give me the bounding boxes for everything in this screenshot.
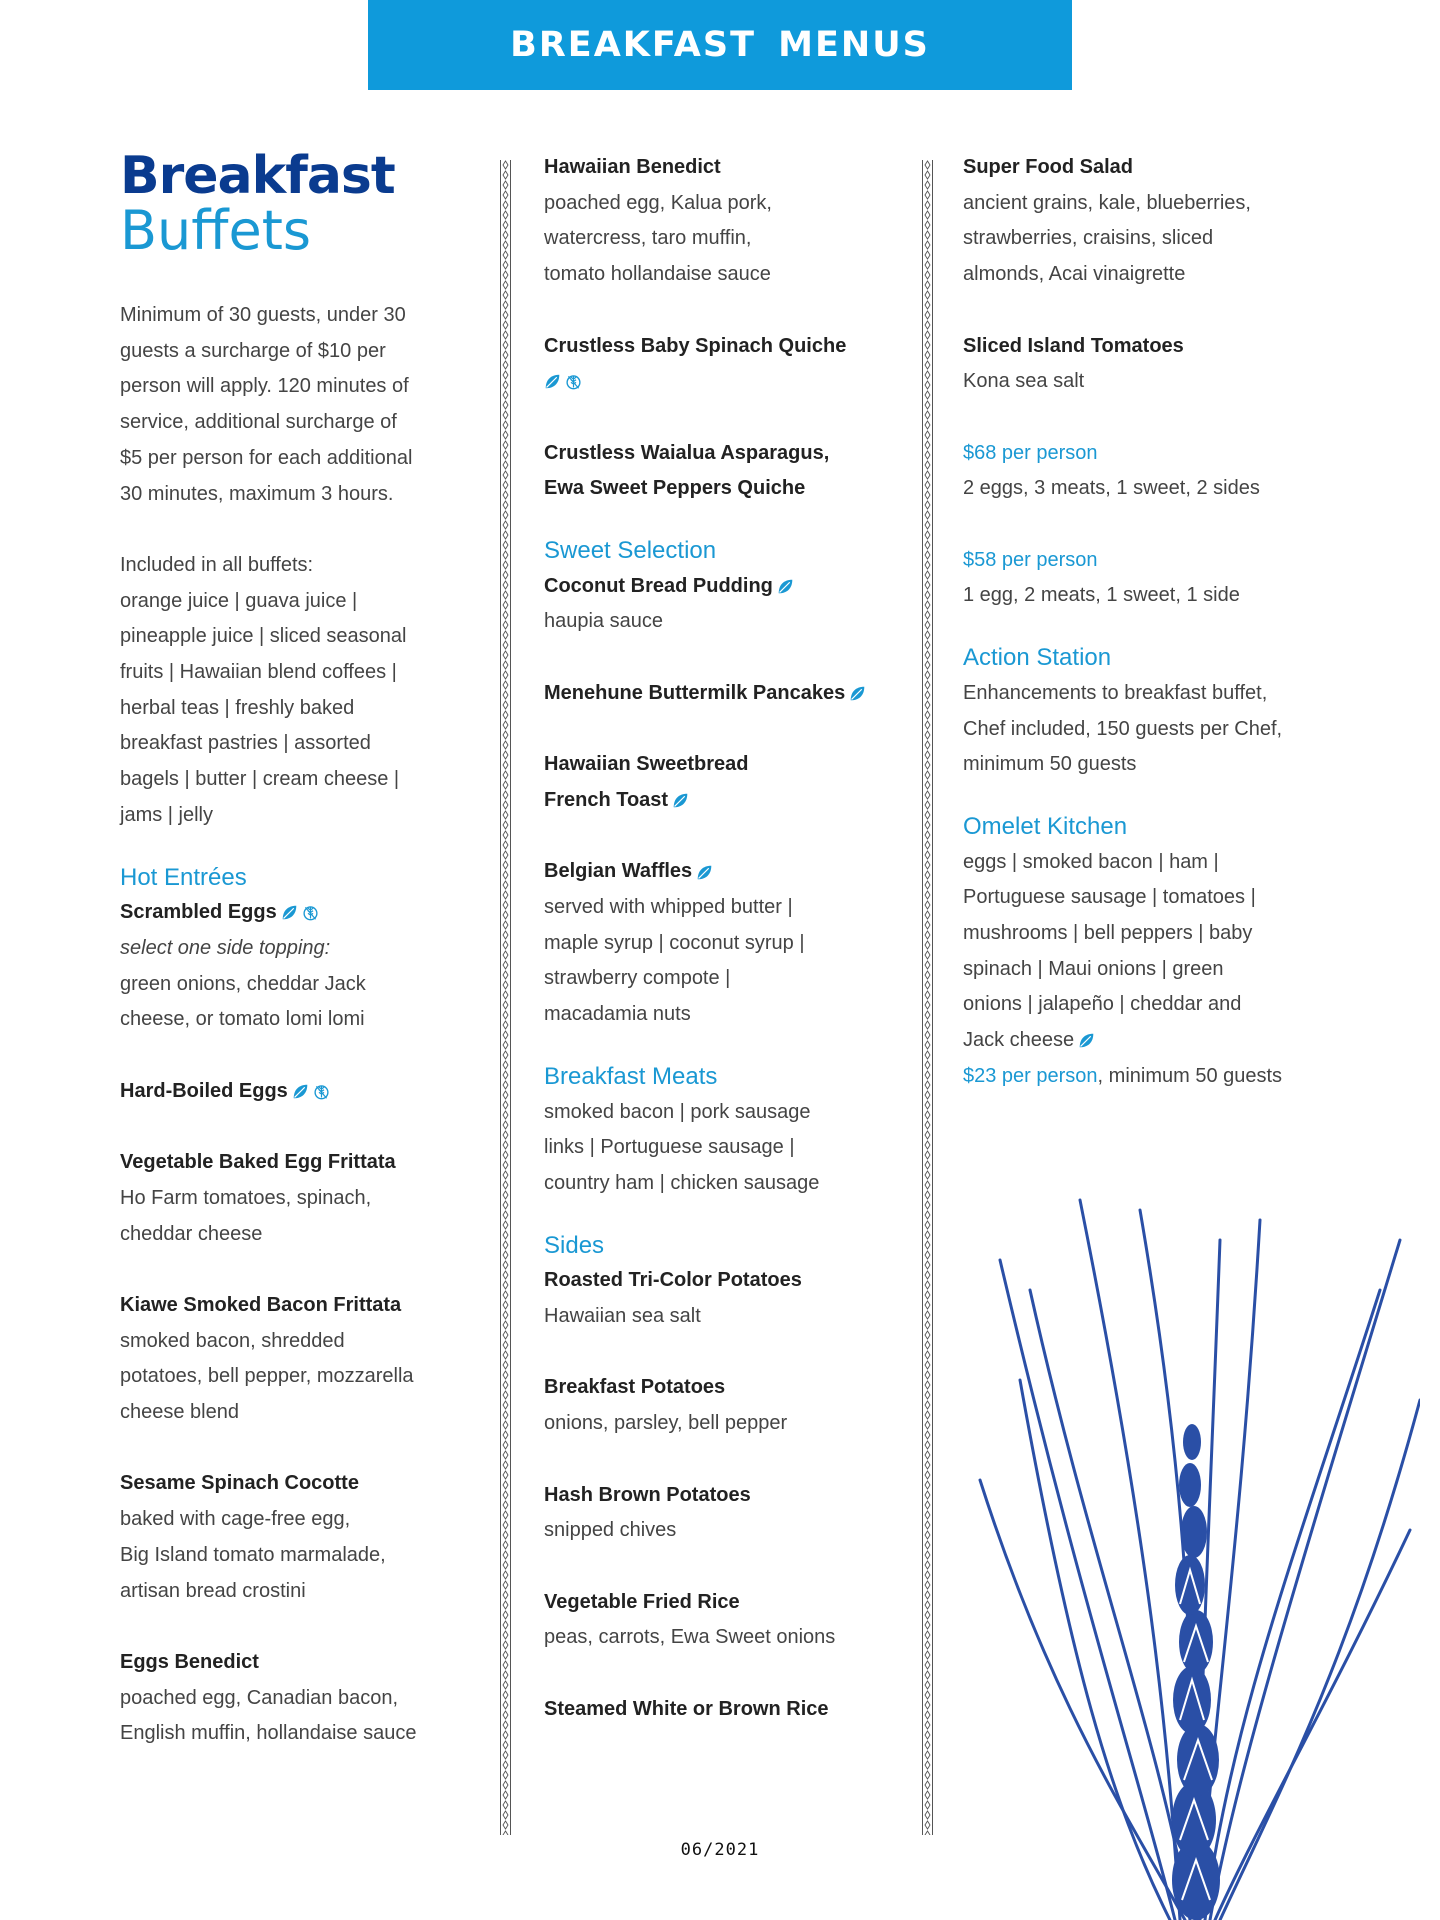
section-heading-hot-entrees: Hot Entrées <box>120 863 247 891</box>
item-desc: Big Island tomato marmalade, <box>120 1543 386 1566</box>
item-desc: strawberries, craisins, sliced <box>963 227 1214 250</box>
column-middle <box>544 150 904 1727</box>
item-name: Super Food Salad <box>963 156 1134 178</box>
menu-item-hawaiian-benedict <box>544 150 904 293</box>
item-desc: poached egg, Canadian bacon, <box>120 1686 399 1709</box>
item-name: Coconut Bread Pudding <box>544 574 773 597</box>
item-desc: Ho Farm tomatoes, spinach, <box>120 1186 372 1209</box>
item-desc: eggs | smoked bacon | ham | <box>963 850 1219 873</box>
intro-line: person will apply. 120 minutes of <box>120 375 409 398</box>
menu-item-steamed-rice <box>544 1692 904 1728</box>
gluten-free-wheat-icon <box>302 904 319 921</box>
header-banner <box>368 0 1072 90</box>
menu-item-breakfast-potatoes <box>544 1370 904 1441</box>
item-desc: cheese blend <box>120 1401 239 1424</box>
item-desc: macadamia nuts <box>544 1003 691 1026</box>
title-line-1: Breakfast <box>120 146 395 206</box>
item-name: Sliced Island Tomatoes <box>963 334 1184 357</box>
included-line: fruits | Hawaiian blend coffees | <box>120 661 397 684</box>
menu-item-island-tomatoes <box>963 329 1353 400</box>
item-name: Menehune Buttermilk Pancakes <box>544 681 846 704</box>
item-desc: watercress, taro muffin, <box>544 227 752 250</box>
gluten-free-wheat-icon <box>565 373 582 390</box>
item-desc: spinach | Maui onions | green <box>963 957 1224 980</box>
item-name: Vegetable Baked Egg Frittata <box>120 1151 396 1174</box>
item-name: French Toast <box>544 788 669 811</box>
item-name: Belgian Waffles <box>544 860 693 883</box>
price-label: $23 per person <box>963 1064 1098 1087</box>
item-name: Crustless Baby Spinach Quiche <box>544 334 847 357</box>
menu-item-scrambled-eggs <box>120 895 475 1038</box>
menu-item-vegetable-frittata <box>120 1145 475 1252</box>
item-note: select one side topping: <box>120 936 331 959</box>
item-desc: strawberry compote | <box>544 967 731 990</box>
menu-item-spinach-quiche <box>544 329 904 400</box>
menu-item-kiawe-frittata <box>120 1288 475 1431</box>
item-name: Vegetable Fried Rice <box>544 1590 740 1613</box>
item-name: Scrambled Eggs <box>120 901 277 924</box>
item-desc: onions, parsley, bell pepper <box>544 1412 788 1435</box>
column-divider <box>921 160 934 1835</box>
price-desc: 2 eggs, 3 meats, 1 sweet, 2 sides <box>963 477 1260 500</box>
menu-item-tri-potatoes <box>544 1263 904 1334</box>
intro-line: 30 minutes, maximum 3 hours. <box>120 482 394 505</box>
menu-item-hard-boiled-eggs <box>120 1074 475 1110</box>
item-desc: links | Portuguese sausage | <box>544 1136 795 1159</box>
title-line-2: Buffets <box>120 199 312 262</box>
menu-item-super-food-salad <box>963 150 1353 293</box>
column-divider <box>499 160 512 1835</box>
vegetarian-leaf-icon <box>292 1083 309 1100</box>
vegetarian-leaf-icon <box>672 792 689 809</box>
menu-item-waffles <box>544 854 904 1033</box>
item-desc: English muffin, hollandaise sauce <box>120 1722 417 1745</box>
price-desc: , minimum 50 guests <box>1097 1064 1283 1087</box>
item-desc: peas, carrots, Ewa Sweet onions <box>544 1626 836 1649</box>
section-heading-sweet: Sweet Selection <box>544 537 717 564</box>
page-title <box>120 146 475 262</box>
vegetarian-leaf-icon <box>849 685 866 702</box>
item-desc: Hawaiian sea salt <box>544 1305 701 1328</box>
included-text <box>120 548 475 834</box>
included-line: orange juice | guava juice | <box>120 589 358 612</box>
included-line: Included in all buffets: <box>120 553 314 576</box>
item-name: Breakfast Potatoes <box>544 1376 726 1399</box>
item-desc: minimum 50 guests <box>963 753 1137 776</box>
item-name: Crustless Waialua Asparagus, <box>544 441 830 464</box>
item-desc: smoked bacon, shredded <box>120 1329 345 1352</box>
menu-item-asparagus-quiche <box>544 436 904 507</box>
vegetarian-leaf-icon <box>777 578 794 595</box>
item-name: Hawaiian Sweetbread <box>544 753 749 776</box>
price-desc: 1 egg, 2 meats, 1 sweet, 1 side <box>963 584 1240 607</box>
action-station-desc <box>963 676 1353 783</box>
vegetarian-leaf-icon <box>544 373 561 390</box>
item-name: Hawaiian Benedict <box>544 156 721 178</box>
item-desc: cheddar cheese <box>120 1222 263 1245</box>
item-name: Hash Brown Potatoes <box>544 1483 751 1506</box>
item-desc: maple syrup | coconut syrup | <box>544 931 805 954</box>
menu-item-bread-pudding <box>544 569 904 640</box>
section-heading-omelet-kitchen: Omelet Kitchen <box>963 812 1128 840</box>
section-heading-meats: Breakfast Meats <box>544 1062 718 1090</box>
item-desc: mushrooms | bell peppers | baby <box>963 922 1253 945</box>
menu-title: BREAKFAST MENUS <box>510 25 930 65</box>
menu-item-eggs-benedict <box>120 1645 475 1752</box>
included-line: pineapple juice | sliced seasonal <box>120 625 407 648</box>
omelet-kitchen-desc <box>963 845 1353 1095</box>
item-desc: Chef included, 150 guests per Chef, <box>963 717 1283 740</box>
item-desc: artisan bread crostini <box>120 1579 306 1602</box>
item-desc: Enhancements to breakfast buffet, <box>963 681 1268 704</box>
price-label: $58 per person <box>963 548 1098 571</box>
item-name: Kiawe Smoked Bacon Frittata <box>120 1293 402 1316</box>
included-line: herbal teas | freshly baked <box>120 696 355 719</box>
item-desc: almonds, Acai vinaigrette <box>963 263 1186 286</box>
wheat-illustration <box>960 1180 1420 1920</box>
gluten-free-wheat-icon <box>313 1083 330 1100</box>
item-desc: Portuguese sausage | tomatoes | <box>963 886 1256 909</box>
price-label: $68 per person <box>963 441 1098 464</box>
section-heading-sides: Sides <box>544 1231 605 1259</box>
vegetarian-leaf-icon <box>696 864 713 881</box>
intro-line: $5 per person for each additional <box>120 446 413 469</box>
item-name: Steamed White or Brown Rice <box>544 1697 829 1720</box>
item-name: Sesame Spinach Cocotte <box>120 1472 359 1495</box>
item-desc: cheese, or tomato lomi lomi <box>120 1008 365 1031</box>
price-tier-58 <box>963 543 1353 614</box>
item-desc: Kona sea salt <box>963 370 1085 393</box>
item-desc: ancient grains, kale, blueberries, <box>963 191 1251 214</box>
item-name: Ewa Sweet Peppers Quiche <box>544 477 806 500</box>
item-desc: tomato hollandaise sauce <box>544 263 771 286</box>
column-left <box>120 146 475 1752</box>
item-desc: served with whipped butter | <box>544 895 793 918</box>
included-line: jams | jelly <box>120 803 213 826</box>
item-desc: smoked bacon | pork sausage <box>544 1100 811 1123</box>
intro-line: Minimum of 30 guests, under 30 <box>120 304 406 326</box>
footer-date: 06/2021 <box>680 1840 760 1860</box>
item-desc: Jack cheese <box>963 1029 1075 1052</box>
item-desc: poached egg, Kalua pork, <box>544 191 772 214</box>
item-desc: country ham | chicken sausage <box>544 1171 820 1194</box>
item-name: Eggs Benedict <box>120 1650 259 1673</box>
item-name: Roasted Tri-Color Potatoes <box>544 1269 802 1292</box>
menu-item-sesame-cocotte <box>120 1466 475 1609</box>
item-desc: green onions, cheddar Jack <box>120 972 366 995</box>
item-desc: haupia sauce <box>544 610 663 633</box>
included-line: bagels | butter | cream cheese | <box>120 768 400 791</box>
intro-text <box>120 298 475 512</box>
menu-item-hash-browns <box>544 1478 904 1549</box>
intro-line: service, additional surcharge of <box>120 411 397 434</box>
item-name: Hard-Boiled Eggs <box>120 1079 288 1102</box>
menu-item-pancakes <box>544 676 904 712</box>
intro-line: guests a surcharge of $10 per <box>120 339 386 362</box>
item-desc: potatoes, bell pepper, mozzarella <box>120 1365 414 1388</box>
menu-item-fried-rice <box>544 1585 904 1656</box>
meats-list <box>544 1095 904 1202</box>
included-line: breakfast pastries | assorted <box>120 732 371 755</box>
item-desc: baked with cage-free egg, <box>120 1508 351 1531</box>
price-tier-68 <box>963 436 1353 507</box>
section-heading-action-station: Action Station <box>963 644 1112 672</box>
item-desc: snipped chives <box>544 1519 677 1542</box>
vegetarian-leaf-icon <box>281 904 298 921</box>
vegetarian-leaf-icon <box>1078 1032 1095 1049</box>
column-right <box>963 150 1353 1095</box>
menu-item-french-toast <box>544 747 904 818</box>
item-desc: onions | jalapeño | cheddar and <box>963 993 1242 1016</box>
